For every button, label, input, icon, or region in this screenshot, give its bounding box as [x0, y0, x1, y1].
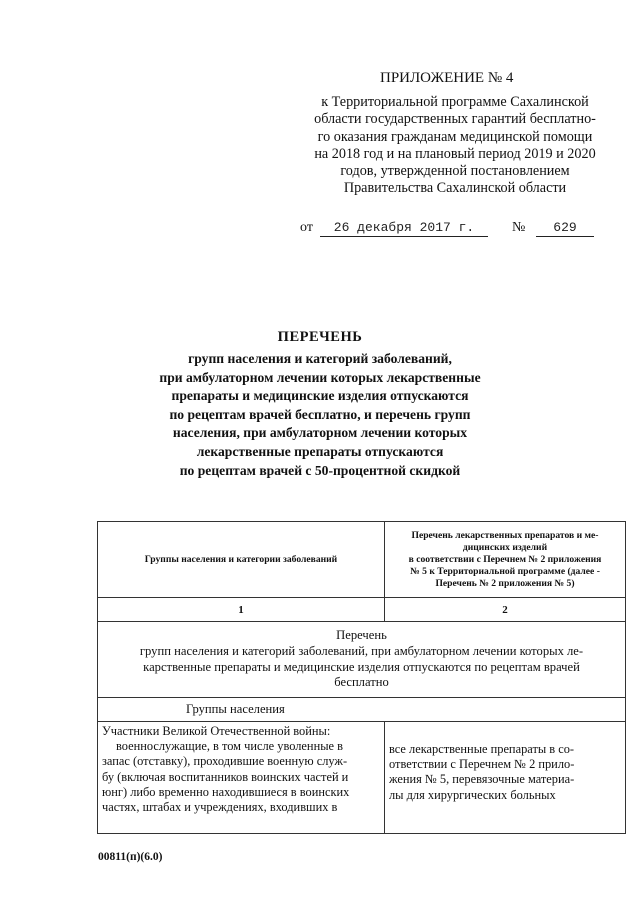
col2-header-line: № 5 к Территориальной программе (далее -	[410, 565, 600, 577]
col2-header-line: Перечень лекарственных препаратов и ме-	[411, 529, 599, 541]
drug-list-line: жения № 5, перевязочные материа-	[389, 772, 575, 787]
appendix-line: Правительства Сахалинской области	[343, 180, 567, 197]
table-header-row	[98, 522, 626, 598]
appendix-line: области государственных гарантий бесплатно-	[314, 111, 596, 128]
document-title: ПЕРЕЧЕНЬ	[277, 329, 363, 345]
order-number-label: №	[512, 220, 526, 235]
col2-header-line: Перечень № 2 приложения № 5)	[435, 577, 575, 589]
subtitle-line: групп населения и категорий заболеваний,	[188, 351, 452, 366]
col2-header-line: в соответствии с Перечнем № 2 приложения	[408, 553, 602, 565]
document-code: 00811(п)(6.0)	[98, 851, 163, 863]
section-cell	[98, 622, 626, 698]
section-line: групп населения и категорий заболеваний, при амбулаторном лечении которых ле-	[139, 643, 584, 658]
document-subtitle	[120, 350, 520, 480]
col2-number: 2	[385, 598, 626, 622]
appendix-reference	[290, 94, 620, 198]
subtitle-line: при амбулаторном лечении которых лекарственные	[159, 369, 481, 385]
drug-list-cell	[385, 722, 626, 834]
appendix-line: годов, утвержденной постановлением	[340, 163, 570, 180]
table-row	[98, 722, 626, 834]
section-title: Перечень	[336, 628, 387, 643]
population-group-title: Участники Великой Отечественной войны:	[102, 724, 331, 738]
order-date: 26 декабря 2017 г.	[320, 220, 488, 237]
col1-number: 1	[98, 598, 385, 622]
order-from-label: от	[300, 220, 313, 235]
table-number-row	[98, 598, 626, 622]
section-line: карственные препараты и медицинские изделия отпускаются по рецептам врачей	[143, 659, 580, 674]
groups-label: Группы населения	[98, 698, 626, 722]
population-group-cell	[98, 722, 385, 834]
appendix-title: ПРИЛОЖЕНИЕ № 4	[380, 70, 514, 86]
drug-list-table	[97, 521, 626, 834]
section-row	[98, 622, 626, 698]
section-line: бесплатно	[334, 675, 389, 690]
col2-header	[385, 522, 626, 598]
subtitle-line: лекарственные препараты отпускаются	[196, 443, 444, 459]
appendix-line: на 2018 год и на плановый период 2019 и 2020	[314, 145, 596, 162]
appendix-line: к Территориальной программе Сахалинской	[321, 94, 589, 110]
drug-list-line: лы для хирургических больных	[389, 787, 556, 802]
subtitle-line: населения, при амбулаторном лечении которых	[172, 425, 468, 441]
subtitle-line: по рецептам врачей с 50-процентной скидкой	[179, 462, 461, 478]
appendix-line: го оказания гражданам медицинской помощи	[317, 128, 593, 145]
subtitle-line: по рецептам врачей бесплатно, и перечень групп	[169, 406, 471, 422]
drug-list-line: ответствии с Перечнем № 2 прило-	[389, 757, 575, 772]
col1-header: Группы населения и категории заболеваний	[98, 522, 385, 598]
col2-header-line: дицинских изделий	[462, 541, 548, 553]
subtitle-line: препараты и медицинские изделия отпускаются	[171, 388, 469, 404]
population-group-line: военнослужащие, в том числе уволенные в	[116, 739, 343, 754]
groups-row	[98, 698, 626, 722]
order-number: 629	[536, 220, 594, 237]
drug-list-line: все лекарственные препараты в со-	[389, 742, 575, 756]
population-group-line: бу (включая воспитанников воинских частей и	[102, 769, 349, 784]
population-group-line: юнг) либо временно находившиеся в воинских	[102, 784, 350, 799]
population-group-line: запас (отставку), проходившие военную служ-	[102, 754, 348, 769]
population-group-line: частях, штабах и учреждениях, входивших в	[102, 800, 338, 815]
